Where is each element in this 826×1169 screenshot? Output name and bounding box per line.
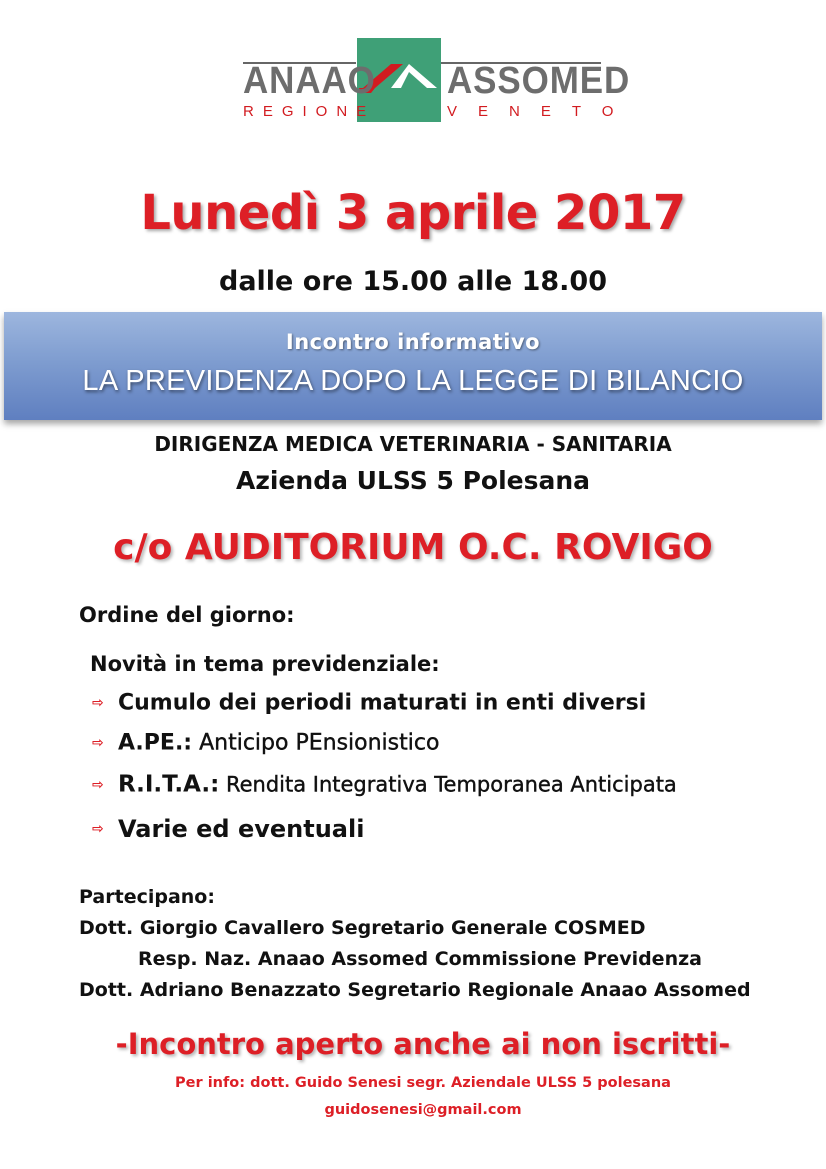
agenda-item: [92, 814, 364, 843]
venue: c/o AUDITORIUM O.C. ROVIGO: [113, 527, 713, 568]
agenda-heading: Ordine del giorno:: [79, 603, 295, 627]
agenda-item-label: R.I.T.A.:: [118, 771, 220, 798]
agenda-item-label: Cumulo dei periodi maturati in enti diversi: [118, 690, 647, 716]
arrow-right-icon: ⇨: [92, 776, 104, 793]
open-event-note: -Incontro aperto anche ai non iscritti-: [115, 1027, 731, 1061]
audience-line: DIRIGENZA MEDICA VETERINARIA - SANITARIA: [154, 432, 672, 456]
agenda-item: [92, 771, 677, 798]
title-banner: [4, 312, 822, 420]
agenda-item-label: A.PE.:: [118, 730, 193, 756]
arrow-right-icon: ⇨: [92, 735, 104, 751]
banner-title: LA PREVIDENZA DOPO LA LEGGE DI BILANCIO: [82, 365, 744, 397]
agenda-subheading: Novità in tema previdenziale:: [90, 652, 440, 676]
agenda-item-description: Anticipo PEnsionistico: [192, 730, 440, 756]
agenda-item: [92, 690, 646, 716]
organization-line: Azienda ULSS 5 Polesana: [235, 466, 591, 495]
participant-line: Dott. Adriano Benazzato Segretario Regionale Anaao Assomed: [79, 979, 751, 1001]
arrow-right-icon: ⇨: [92, 695, 104, 711]
logo-word-left: ANAAO: [243, 60, 376, 102]
logo-sub-left: REGIONE: [243, 103, 376, 120]
logo-word-right: ASSOMED: [447, 60, 631, 102]
logo: [0, 0, 826, 130]
banner-subtitle: Incontro informativo: [285, 330, 541, 354]
arrow-right-icon: ⇨: [92, 821, 104, 837]
agenda-item-description: Rendita Integrativa Temporanea Anticipata: [219, 772, 677, 797]
event-date: Lunedì 3 aprile 2017: [140, 185, 686, 241]
contact-email: guidosenesi@gmail.com: [324, 1102, 522, 1118]
agenda-item: [92, 730, 439, 756]
participants-heading: Partecipano:: [79, 886, 215, 908]
event-hours: dalle ore 15.00 alle 18.00: [219, 266, 607, 297]
logo-sub-right: VENETO: [447, 103, 635, 120]
contact-info: Per info: dott. Guido Senesi segr. Aziendale ULSS 5 polesana: [175, 1075, 671, 1091]
participant-line: Resp. Naz. Anaao Assomed Commissione Previdenza: [138, 948, 702, 970]
agenda-item-label: Varie ed eventuali: [118, 815, 365, 843]
participant-line: Dott. Giorgio Cavallero Segretario Generale COSMED: [79, 917, 646, 939]
